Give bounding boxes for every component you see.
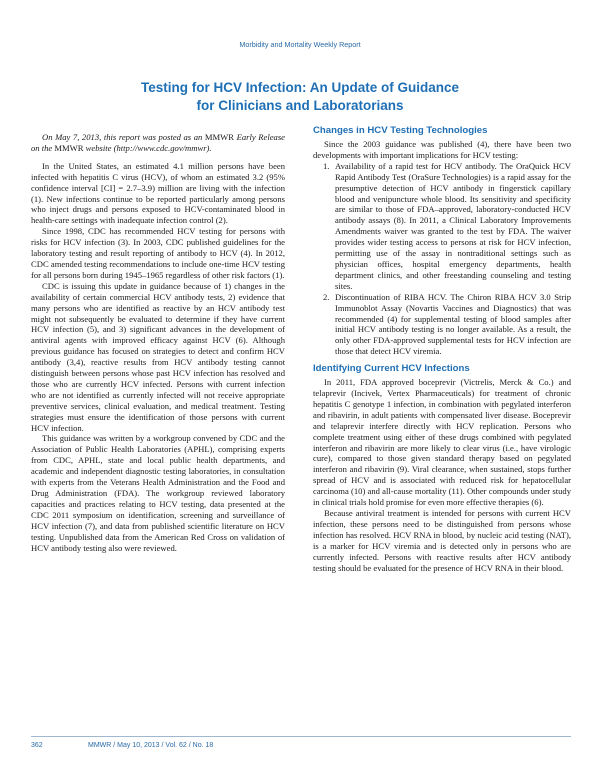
paragraph-developments: Since the 2003 guidance was published (4), there have been two developments with important implications for HCV testing: <box>313 139 571 160</box>
title-line-2: for Clinicians and Laboratorians <box>196 98 404 113</box>
section-heading-current-infections: Identifying Current HCV Infections <box>313 363 470 375</box>
publication-note: On May 7, 2013, this report was posted as an MMWR Early Release on the MMWR website (http://www.cdc.gov/mmwr). <box>31 132 285 153</box>
running-header: Morbidity and Mortality Weekly Report <box>239 40 361 49</box>
right-column <box>313 125 571 573</box>
journal-citation: MMWR / May 10, 2013 / Vol. 62 / No. 18 <box>88 742 214 749</box>
paragraph-distinguish: Because antiviral treatment is intended for persons with current HCV infection, these persons need to be distinguished from persons whose infection has resolved. HCV RNA in blood, by nucleic acid testing (NAT), is a marker for HCV viremia and is detected only in persons who are currently infected. Persons with reactive results after HCV antibody testing should be evaluated for the presence of HCV RNA in their blood. <box>313 508 571 573</box>
list-number: 1. <box>323 160 330 171</box>
page-number: 362 <box>31 742 43 749</box>
article-title <box>40 79 560 115</box>
paragraph-prevalence: In the United States, an estimated 4.1 million persons have been infected with hepatitis C virus (HCV), of whom an estimated 3.2 (95% confidence interval [CI] = 2.7–3.9) million are living with the infection (1). New infections continue to be reported particularly among persons who inject drugs and persons exposed to HCV-contaminated blood in health-care settings with inadequate infection control (2). <box>31 160 285 226</box>
list-item-text: Availability of a rapid test for HCV antibody. The OraQuick HCV Rapid Antibody Test (OraSure Technologies) is a rapid assay for the presumptive detection of HCV antibody in fingerstick capillary blood and venipuncture whole blood. Its sensitivity and specificity are similar to those of FDA–approved, laboratory-conducted HCV antibody assays (8). In 2011, a Clinical Laboratory Improvements Amendments waiver was granted to the test by FDA. The waiver provides wider testing access to persons at risk for HCV infection, permitting use of the assay in nontraditional settings such as physician offices, hospital emergency departments, health department clinics, and other freestanding counseling and testing sites. <box>335 160 571 291</box>
paragraph-rationale: CDC is issuing this update in guidance because of 1) changes in the availability of certain commercial HCV antibody tests, 2) evidence that many persons who are identified as reactive by an HCV antibody test might not subsequently be evaluated to determine if they have current HCV infection (5), and 3) significant advances in the development of antiviral agents with improved efficacy against HCV (6). Although previous guidance has focused on strategies to detect and confirm HCV antibody (3,4), reactive results from HCV antibody testing cannot distinguish between persons whose past HCV infection has resolved and those who are currently HCV infected. Persons with current infection who are not identified as currently infected will not receive appropriate preventive services, clinical evaluation, and medical treatment. Testing strategies must ensure the identification of those persons with current HCV infection. <box>31 280 285 433</box>
list-item <box>313 292 571 357</box>
footer-divider <box>31 736 571 737</box>
section-heading-technologies: Changes in HCV Testing Technologies <box>313 125 488 136</box>
list-item-text: Discontinuation of RIBA HCV. The Chiron RIBA HCV 3.0 Strip Immunoblot Assay (Novartis Vaccines and Diagnostics) that was recommended (4) for supplemental testing of blood samples after initial HCV antibody testing is no longer available. As a result, the only other FDA-approved supplemental tests for HCV infection are those that detect HCV viremia. <box>335 291 571 357</box>
title-line-1: Testing for HCV Infection: An Update of Guidance <box>140 80 459 95</box>
paragraph-treatment: In 2011, FDA approved boceprevir (Victrelis, Merck & Co.) and telaprevir (Incivek, Vertex Pharmaceuticals) for treatment of chronic hepatitis C genotype 1 infection, in combination with pegylated interferon and ribavirin, in adult patients with compensated liver disease. Boceprevir and telaprevir interfere directly with HCV replication. Persons who complete treatment using either of these drugs combined with pegylated interferon and ribavirin are more likely to clear virus (i.e., have virologic cure), compared to those given standard therapy based on pegylated interferon and ribavirin (9). Viral clearance, when sustained, stops further spread of HCV and is associated with reduced risk for hepatocellular carcinoma (10) and all-cause mortality (11). Other compounds under study in clinical trials hold promise for even more effective therapies (6). <box>313 377 571 508</box>
list-number: 2. <box>323 291 330 302</box>
paragraph-history: Since 1998, CDC has recommended HCV testing for persons with risks for HCV infection (3). In 2003, CDC published guidelines for the laboratory testing and result reporting of antibody to HCV (4). In 2012, CDC amended testing recommendations to include one-time HCV testing for all persons born during 1945–1965 regardless of other risk factors (1). <box>31 226 285 280</box>
left-column <box>31 125 285 553</box>
paragraph-workgroup: This guidance was written by a workgroup convened by CDC and the Association of Public Health Laboratories (APHL), comprising experts from CDC, APHL, state and local public health departments, and academic and independent diagnostic testing laboratories, in consultation with experts from the Veterans Health Administration and the Food and Drug Administration (FDA). The workgroup reviewed laboratory capacities and practices relating to HCV testing, data presented at the CDC 2011 symposium on identification, screening and surveillance of HCV infection (7), and data from published scientific literature on HCV testing. Unpublished data from the American Red Cross on validation of HCV antibody testing also were reviewed. <box>31 433 285 553</box>
list-item <box>313 161 571 292</box>
developments-list <box>313 161 571 357</box>
